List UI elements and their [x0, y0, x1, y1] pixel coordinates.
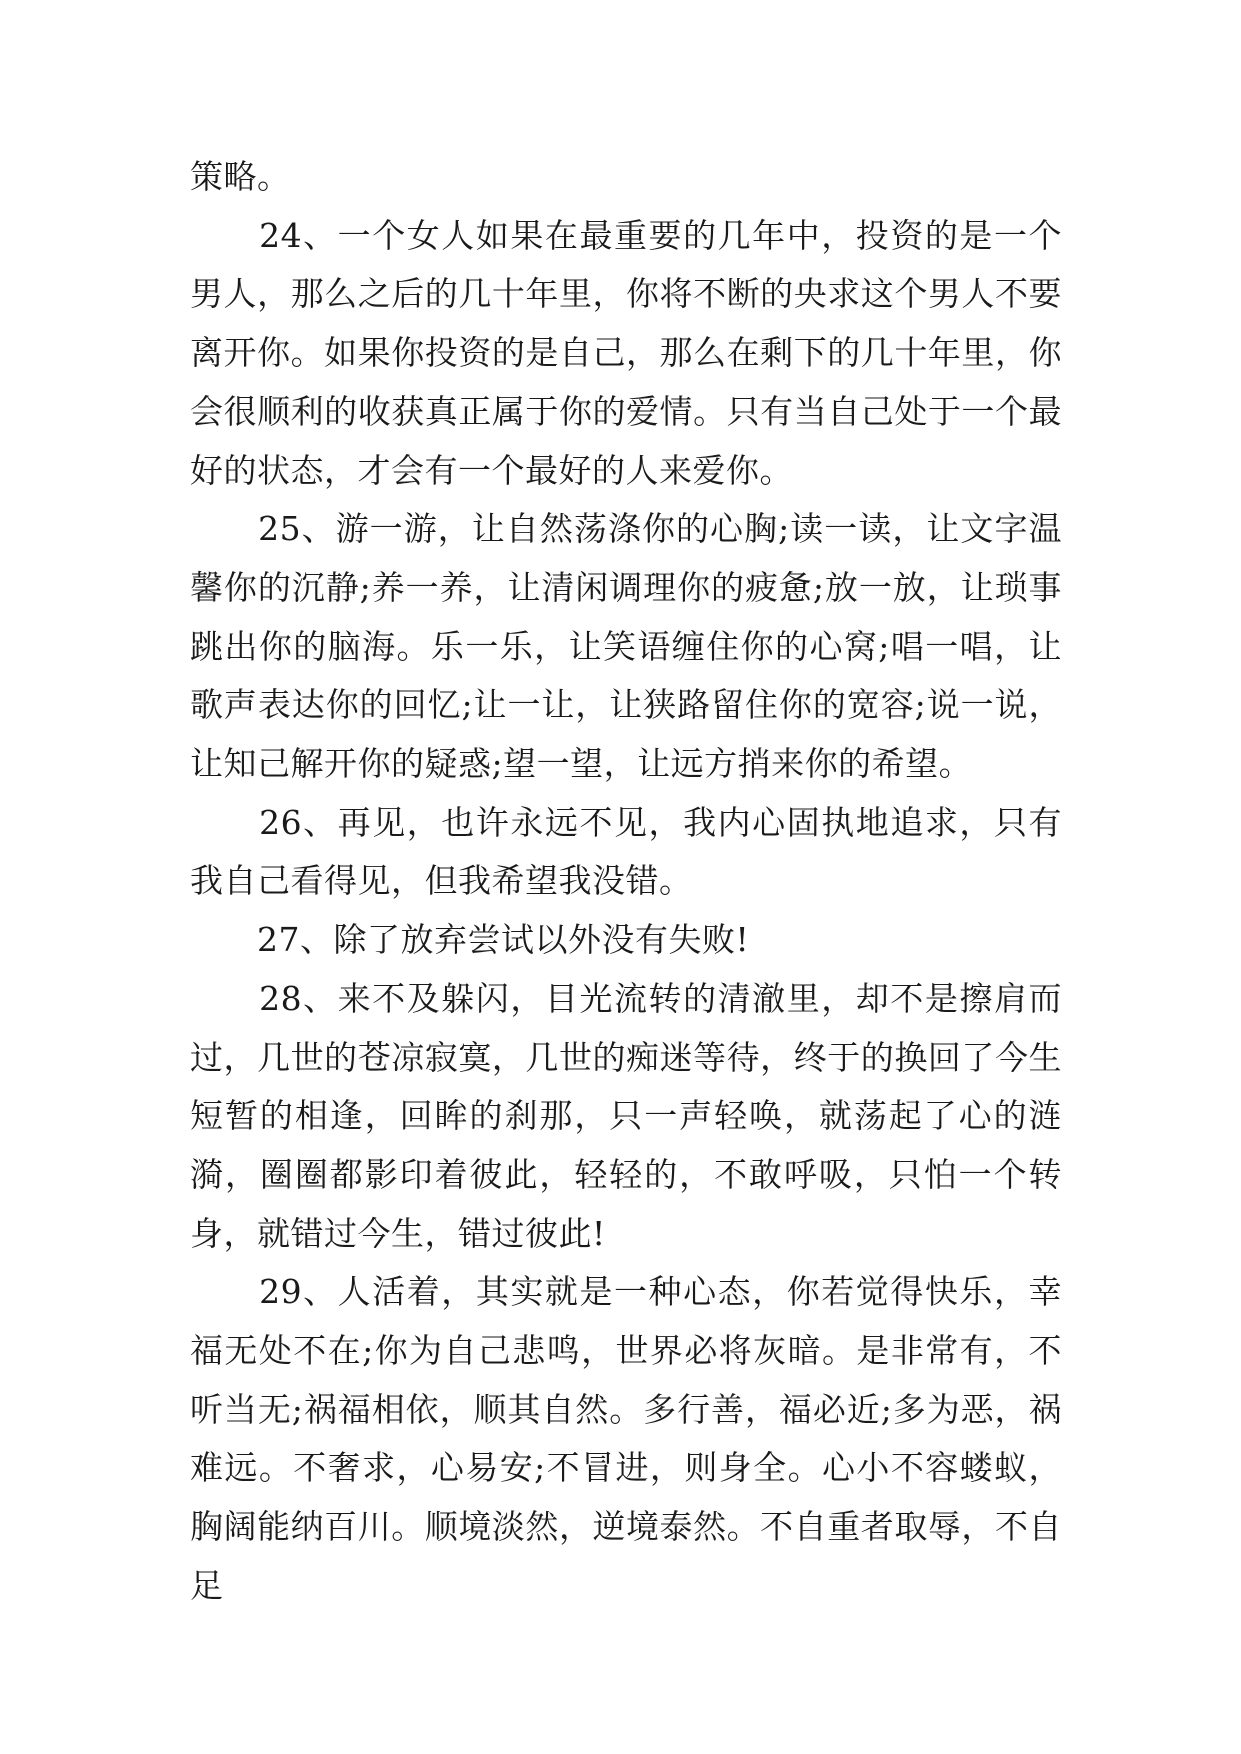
paragraph-27: 27、除了放弃尝试以外没有失败!: [190, 920, 750, 960]
paragraph-26: 26、再见，也许永远不见，我内心固执地追求，只有我自己看得见，但我希望我没错。: [190, 802, 1062, 901]
document-body: [190, 148, 1062, 1616]
paragraph-25: 25、游一游，让自然荡涤你的心胸;读一读，让文字温馨你的沉静;养一养，让清闲调理你的疲惫;放一放，让琐事跳出你的脑海。乐一乐，让笑语缠住你的心窝;唱一唱，让歌声表达你的回忆;让一让，让狭路留住你的宽容;说一说，让知己解开你的疑惑;望一望，让远方捎来你的希望。: [190, 509, 1062, 784]
paragraph-28: 28、来不及躲闪，目光流转的清澈里，却不是擦肩而过，几世的苍凉寂寞，几世的痴迷等待，终于的换回了今生短暂的相逢，回眸的刹那，只一声轻唤，就荡起了心的涟漪，圈圈都影印着彼此，轻轻的，不敢呼吸，只怕一个转身，就错过今生，错过彼此!: [190, 978, 1062, 1253]
paragraph-29: 29、人活着，其实就是一种心态，你若觉得快乐，幸福无处不在;你为自己悲鸣，世界必将灰暗。是非常有，不听当无;祸福相依，顺其自然。多行善，福必近;多为恶，祸难远。不奢求，心易安;不冒进，则身全。心小不容蝼蚁，胸阔能纳百川。顺境淡然，逆境泰然。不自重者取辱，不自足: [190, 1272, 1062, 1605]
paragraph-24: 24、一个女人如果在最重要的几年中，投资的是一个男人，那么之后的几十年里，你将不断的央求这个男人不要离开你。如果你投资的是自己，那么在剩下的几十年里，你会很顺利的收获真正属于你的爱情。只有当自己处于一个最好的状态，才会有一个最好的人来爱你。: [190, 215, 1062, 490]
paragraph-continuation: 策略。: [190, 157, 291, 196]
